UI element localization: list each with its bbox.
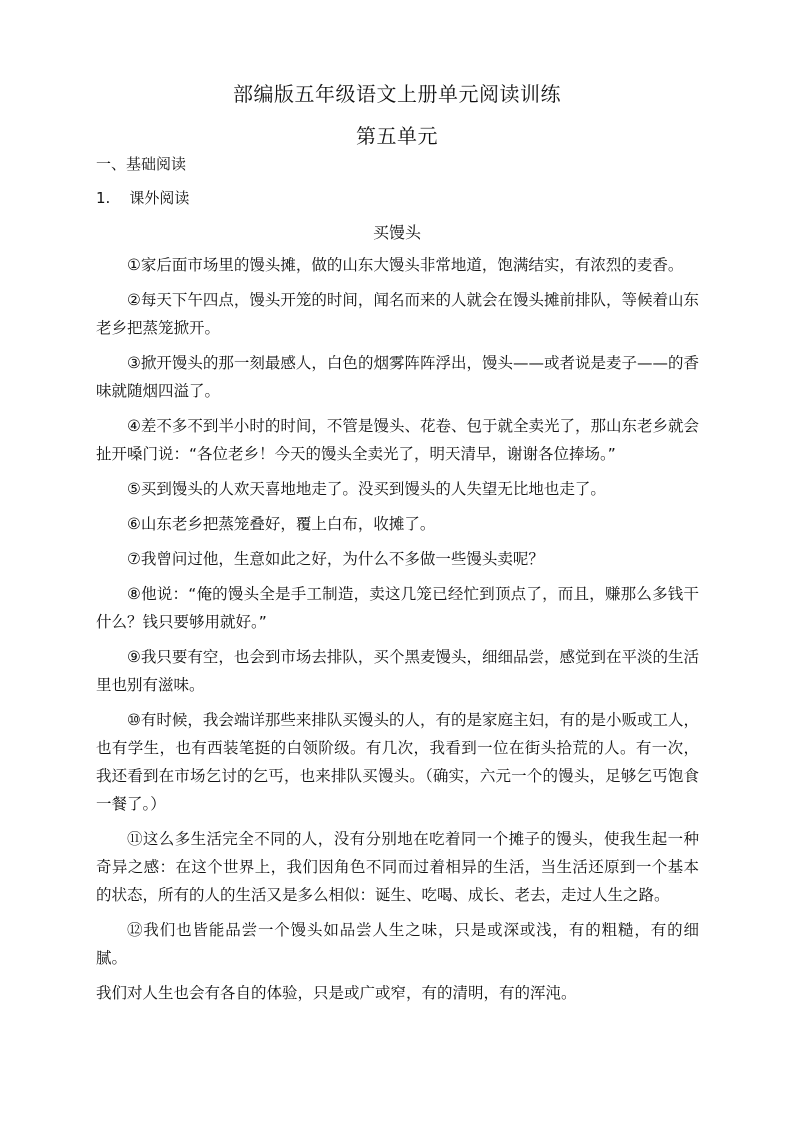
paragraph-10: ⑩有时候，我会端详那些来排队买馒头的人，有的是家庭主妇，有的是小贩或工人，也有学生，也有西装笔挺的白领阶级。有几次，我看到一位在街头拾荒的人。有一次，我还看到在市场乞讨的乞丐，也来排队买馒头。（确实，六元一个的馒头，足够乞丐饱食一餐了。）: [96, 711, 699, 813]
paragraph-11: ⑪这么多生活完全不同的人，没有分别地在吃着同一个摊子的馒头，使我生起一种奇异之感：在这个世界上，我们因角色不同而过着相异的生活，当生活还原到一个基本的状态，所有的人的生活又是多么相似：诞生、吃喝、成长、老去，走过人生之路。: [96, 830, 699, 904]
paragraph-7: ⑦我曾问过他，生意如此之好，为什么不多做一些馒头卖呢？: [127, 550, 544, 568]
document-title: 部编版五年级语文上册单元阅读训练: [233, 82, 561, 106]
section-heading: 一、基础阅读: [96, 155, 187, 173]
unit-title: 第五单元: [356, 124, 438, 148]
paragraph-6: ⑥山东老乡把蒸笼叠好，覆上白布，收摊了。: [127, 515, 436, 533]
closing-paragraph: 我们对人生也会有各自的体验，只是或广或窄，有的清明，有的浑沌。: [96, 984, 577, 1002]
subsection-heading: 1. 课外阅读: [96, 189, 190, 207]
paragraph-8: ⑧他说：“俺的馒头全是手工制造，卖这几笼已经忙到顶点了，而且，赚那么多钱干什么？钱只要够用就好。”: [96, 585, 699, 631]
article-title: 买馒头: [372, 223, 421, 242]
paragraph-2: ②每天下午四点，馒头开笼的时间，闻名而来的人就会在馒头摊前排队，等候着山东老乡把蒸笼掀开。: [96, 291, 699, 337]
paragraph-1: ①家后面市场里的馒头摊，做的山东大馒头非常地道，饱满结实，有浓烈的麦香。: [127, 256, 684, 274]
paragraph-3: ③掀开馒头的那一刻最感人，白色的烟雾阵阵浮出，馒头——或者说是麦子——的香味就随烟四溢了。: [96, 354, 699, 400]
paragraph-4: ④差不多不到半小时的时间，不管是馒头、花卷、包于就全卖光了，那山东老乡就会扯开嗓门说：“各位老乡！今天的馒头全卖光了，明天清早，谢谢各位捧场。”: [96, 417, 699, 463]
paragraph-5: ⑤买到馒头的人欢天喜地地走了。没买到馒头的人失望无比地也走了。: [127, 480, 606, 498]
paragraph-9: ⑨我只要有空，也会到市场去排队，买个黑麦馒头，细细品尝，感觉到在平淡的生活里也别有滋味。: [96, 648, 699, 694]
paragraph-12: ⑫我们也皆能品尝一个馒头如品尝人生之味，只是或深或浅，有的粗糙，有的细腻。: [96, 921, 699, 967]
article-body: [96, 251, 699, 1014]
